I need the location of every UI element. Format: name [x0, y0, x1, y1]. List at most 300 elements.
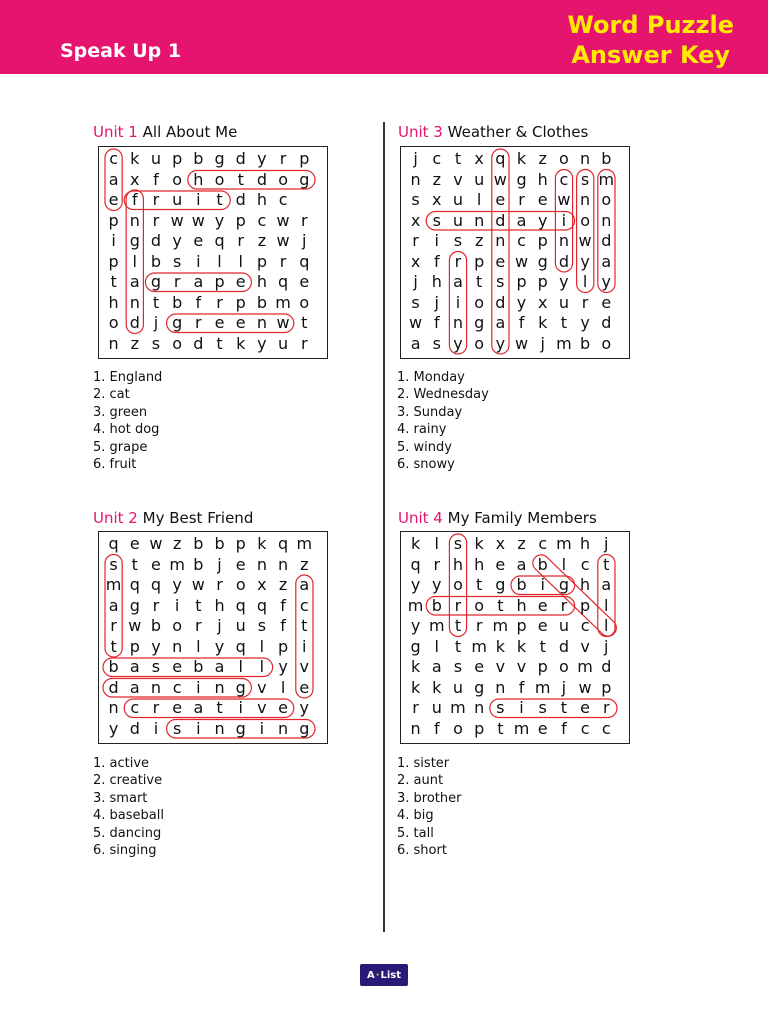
- grid-letter: x: [432, 190, 442, 210]
- grid-letter: j: [561, 677, 567, 697]
- grid-letter: p: [108, 251, 119, 271]
- grid-letter: b: [431, 595, 442, 615]
- grid-letter: r: [110, 616, 117, 636]
- grid-letter: b: [193, 554, 204, 574]
- grid-letter: i: [540, 575, 545, 595]
- answer-item: 1. Monday: [397, 370, 465, 385]
- grid-letter: a: [516, 554, 527, 574]
- grid-letter: l: [582, 272, 588, 292]
- grid-letter: o: [108, 313, 119, 333]
- grid-letter: r: [300, 210, 308, 230]
- grid-letter: m: [513, 718, 530, 738]
- grid-letter: t: [131, 554, 138, 574]
- grid-letter: y: [601, 272, 612, 292]
- grid-letter: t: [603, 554, 610, 574]
- grid-letter: d: [193, 333, 204, 353]
- grid-row: [103, 293, 315, 314]
- grid-letter: p: [235, 292, 246, 312]
- grid-letter: s: [496, 698, 505, 718]
- page-title: [567, 10, 734, 70]
- grid-letter: b: [537, 554, 548, 574]
- grid-letter: c: [580, 554, 590, 574]
- answer-list: [397, 369, 489, 473]
- grid-letter: p: [537, 272, 548, 292]
- course-name: Speak Up 1: [60, 40, 182, 62]
- unit-1-title: [93, 123, 237, 141]
- grid-letter: e: [235, 313, 246, 333]
- grid-letters: [405, 149, 617, 354]
- grid-letter: e: [235, 554, 246, 574]
- unit-label: Unit 4: [398, 509, 443, 527]
- grid-letter: a: [193, 272, 204, 292]
- grid-letter: g: [474, 313, 485, 333]
- grid-letter: h: [537, 169, 548, 189]
- grid-letter: w: [276, 210, 290, 230]
- grid-letter: e: [601, 292, 612, 312]
- grid-letter: q: [235, 595, 246, 615]
- grid-letter: x: [495, 534, 506, 554]
- grid-letter: p: [601, 677, 612, 697]
- grid-letter: h: [256, 190, 267, 210]
- grid-letter: i: [519, 698, 524, 718]
- grid-letters: [103, 534, 315, 739]
- grid-letter: h: [580, 534, 591, 554]
- grid-row: [405, 575, 617, 596]
- grid-letter: o: [453, 718, 463, 738]
- grid-letter: u: [278, 333, 289, 353]
- grid-letter: f: [131, 190, 138, 210]
- grid-letter: t: [454, 636, 462, 656]
- grid-letter: a: [129, 657, 140, 677]
- grid-letter: e: [299, 272, 310, 292]
- grid-letter: s: [151, 657, 161, 677]
- grid-letter: s: [151, 333, 161, 353]
- grid-row: [405, 170, 617, 191]
- grid-letter: l: [217, 251, 222, 271]
- grid-letter: i: [174, 595, 180, 615]
- grid-letter: s: [580, 169, 590, 189]
- answer-item: 5. grape: [93, 439, 148, 455]
- answer-item: 2. creative: [93, 773, 163, 789]
- answer-item: 4. big: [397, 808, 434, 824]
- answer-item: 4. rainy: [397, 422, 447, 438]
- grid-letter: p: [516, 272, 527, 292]
- grid-letter: a: [214, 657, 225, 677]
- grid-letter: r: [279, 251, 287, 271]
- answer-item: 1. sister: [397, 756, 450, 771]
- answer-list: [93, 755, 164, 859]
- grid-letter: c: [601, 718, 611, 738]
- grid-letters: [405, 534, 617, 739]
- grid-row: [103, 616, 315, 637]
- grid-letter: r: [173, 272, 181, 292]
- grid-letter: e: [537, 190, 548, 210]
- grid-letter: f: [433, 313, 440, 333]
- grid-letter: l: [259, 636, 265, 656]
- grid-letter: f: [433, 251, 440, 271]
- grid-letter: b: [108, 657, 119, 677]
- grid-letter: s: [257, 616, 267, 636]
- grid-letter: v: [516, 657, 527, 677]
- grid-letter: w: [276, 231, 290, 251]
- grid-letter: f: [561, 718, 567, 738]
- grid-letter: y: [257, 333, 267, 353]
- grid-letter: a: [410, 333, 421, 353]
- grid-letter: o: [474, 292, 485, 312]
- grid-letter: i: [238, 698, 243, 718]
- grid-letter: p: [256, 251, 267, 271]
- grid-letter: y: [559, 272, 569, 292]
- unit-2-title: [93, 509, 253, 527]
- grid-letter: x: [537, 292, 548, 312]
- grid-letter: c: [517, 231, 526, 251]
- grid-letter: e: [537, 595, 548, 615]
- grid-letter: a: [453, 272, 463, 292]
- grid-letter: e: [214, 313, 225, 333]
- grid-letter: u: [452, 190, 464, 210]
- grid-letter: m: [428, 616, 445, 636]
- grid-letter: q: [235, 636, 246, 656]
- grid-letter: c: [299, 595, 309, 615]
- grid-letter: m: [407, 595, 424, 615]
- grid-row: [103, 272, 315, 293]
- grid-row: [405, 293, 617, 314]
- grid-row: [103, 231, 315, 252]
- grid-letter: k: [516, 149, 527, 169]
- grid-letter: g: [537, 251, 548, 271]
- grid-letter: l: [196, 636, 201, 656]
- grid-letter: k: [130, 149, 140, 169]
- grid-letter: p: [278, 636, 289, 656]
- grid-row: [103, 678, 315, 699]
- answer-item: 6. snowy: [397, 457, 455, 473]
- grid-letter: o: [559, 657, 569, 677]
- grid-letter: o: [172, 616, 183, 636]
- grid-letter: b: [601, 149, 612, 169]
- grid-row: [103, 149, 315, 170]
- grid-letter: v: [495, 657, 506, 677]
- grid-letter: n: [150, 677, 162, 697]
- grid-letter: d: [129, 313, 140, 333]
- grid-letter: z: [172, 534, 182, 554]
- grid-letter: f: [195, 292, 202, 312]
- answer-item: 1. active: [93, 756, 150, 771]
- grid-letter: g: [299, 169, 310, 189]
- grid-letter: t: [216, 333, 223, 353]
- grid-letter: g: [558, 575, 569, 595]
- grid-letter: z: [474, 231, 484, 251]
- grid-letter: e: [495, 554, 506, 574]
- grid-letter: o: [214, 169, 225, 189]
- grid-letter: s: [172, 718, 182, 738]
- unit-label: Unit 1: [93, 123, 138, 141]
- grid-letter: l: [132, 251, 137, 271]
- grid-letter: i: [302, 636, 307, 656]
- unit-name: Weather & Clothes: [447, 123, 589, 141]
- grid-letter: r: [195, 313, 202, 333]
- grid-letter: q: [108, 534, 119, 554]
- grid-letter: g: [299, 718, 310, 738]
- grid-letter: n: [278, 554, 289, 574]
- answer-item: 3. Sunday: [397, 404, 463, 420]
- grid-letter: h: [580, 575, 591, 595]
- grid-row: [405, 334, 617, 355]
- unit-name: My Family Members: [447, 509, 597, 527]
- answer-item: 4. baseball: [93, 808, 164, 824]
- grid-letter: s: [432, 333, 441, 353]
- word-search-grid: [400, 531, 630, 744]
- grid-letter: e: [537, 718, 548, 738]
- grid-letter: d: [601, 313, 612, 333]
- grid-letter: d: [558, 636, 569, 656]
- grid-letter: l: [434, 534, 439, 554]
- grid-letter: c: [278, 190, 288, 210]
- grid-letter: t: [152, 292, 160, 312]
- grid-letter: m: [450, 698, 466, 718]
- word-search-grid: [400, 146, 630, 359]
- grid-letter: w: [409, 313, 423, 333]
- grid-letter: b: [150, 251, 162, 271]
- grid-letter: e: [495, 190, 506, 210]
- grid-letter: m: [471, 636, 487, 656]
- grid-letter: x: [130, 169, 140, 189]
- grid-letter: n: [278, 718, 289, 738]
- grid-row: [103, 555, 315, 576]
- grid-letter: g: [235, 677, 246, 697]
- grid-letter: i: [153, 718, 159, 738]
- grid-letter: e: [193, 231, 204, 251]
- grid-letter: g: [172, 313, 183, 333]
- grid-letter: a: [193, 698, 204, 718]
- grid-letter: z: [300, 554, 309, 574]
- grid-letter: m: [492, 616, 509, 636]
- grid-letter: a: [129, 677, 140, 697]
- grid-row: [103, 657, 315, 678]
- grid-letter: y: [172, 231, 182, 251]
- grid-letter: t: [216, 190, 223, 210]
- grid-letter: n: [256, 313, 267, 333]
- grid-row: [103, 252, 315, 273]
- grid-letter: b: [580, 333, 591, 353]
- unit-label: Unit 3: [398, 123, 443, 141]
- grid-letter: x: [474, 149, 484, 169]
- grid-letter: q: [150, 575, 162, 595]
- grid-letter: b: [214, 534, 225, 554]
- grid-letter: g: [214, 149, 225, 169]
- grid-letter: c: [580, 616, 590, 636]
- grid-letter: r: [560, 595, 568, 615]
- grid-letter: o: [559, 149, 569, 169]
- grid-letter: z: [538, 149, 547, 169]
- grid-letter: p: [129, 636, 140, 656]
- grid-letter: w: [557, 190, 571, 210]
- grid-letter: p: [537, 657, 548, 677]
- answer-item: 3. brother: [397, 790, 462, 806]
- grid-letter: a: [108, 169, 119, 189]
- grid-letter: r: [454, 251, 462, 271]
- grid-letter: a: [601, 251, 612, 271]
- grid-letter: e: [235, 272, 246, 292]
- grid-letter: y: [537, 210, 548, 230]
- grid-letter: q: [214, 231, 225, 251]
- grid-row: [103, 334, 315, 355]
- grid-letter: k: [516, 636, 527, 656]
- grid-letter: y: [410, 616, 421, 636]
- grid-letter: j: [302, 231, 307, 251]
- grid-letter: i: [196, 718, 201, 738]
- grid-letter: s: [432, 210, 441, 230]
- grid-letter: l: [238, 657, 243, 677]
- grid-letter: g: [516, 169, 527, 189]
- grid-letter: r: [152, 595, 160, 615]
- grid-letter: p: [516, 616, 527, 636]
- grid-letter: o: [580, 210, 590, 230]
- grid-letter: o: [601, 333, 612, 353]
- grid-letter: l: [561, 554, 567, 574]
- grid-letter: g: [129, 595, 140, 615]
- grid-row: [405, 698, 617, 719]
- answer-item: 6. short: [397, 843, 447, 859]
- grid-letter: g: [150, 272, 162, 292]
- grid-letter: c: [109, 149, 118, 169]
- grid-letter: f: [518, 313, 525, 333]
- grid-letter: n: [410, 169, 421, 189]
- grid-letter: b: [193, 657, 204, 677]
- logo-dot: ·: [375, 969, 380, 981]
- grid-letter: d: [558, 251, 569, 271]
- grid-letter: m: [534, 677, 551, 697]
- grid-letter: d: [108, 677, 119, 697]
- grid-row: [405, 272, 617, 293]
- grid-letter: h: [431, 272, 442, 292]
- grid-letter: s: [453, 534, 463, 554]
- grid-letter: d: [495, 210, 506, 230]
- grid-letter: p: [108, 210, 119, 230]
- grid-letter: o: [235, 575, 246, 595]
- grid-letter: u: [172, 190, 183, 210]
- grid-letter: r: [300, 333, 308, 353]
- answer-list: [397, 755, 461, 859]
- grid-letter: r: [581, 292, 589, 312]
- grid-letter: t: [476, 272, 483, 292]
- grid-letter: c: [538, 534, 548, 554]
- grid-letter: k: [257, 534, 267, 554]
- grid-letter: y: [214, 210, 225, 230]
- grid-letter: y: [432, 575, 442, 595]
- answer-item: 6. fruit: [93, 457, 137, 473]
- answer-item: 2. cat: [93, 387, 130, 403]
- grid-letter: t: [454, 616, 462, 636]
- grid-letter: h: [214, 595, 225, 615]
- grid-row: [103, 211, 315, 232]
- grid-letter: v: [257, 698, 267, 718]
- grid-letter: g: [495, 575, 506, 595]
- grid-letter: w: [128, 616, 142, 636]
- grid-letter: r: [216, 292, 223, 312]
- grid-letter: f: [518, 677, 525, 697]
- grid-letter: r: [152, 698, 160, 718]
- grid-letter: e: [108, 190, 119, 210]
- grid-letter: p: [580, 595, 591, 615]
- grid-letter: r: [518, 190, 525, 210]
- grid-letter: m: [577, 657, 593, 677]
- grid-letter: p: [235, 534, 246, 554]
- grid-letter: h: [452, 554, 464, 574]
- grid-letter: g: [410, 636, 421, 656]
- grid-letter: i: [196, 190, 201, 210]
- grid-letter: n: [495, 231, 506, 251]
- grid-letter: l: [259, 657, 265, 677]
- grid-letter: r: [237, 231, 244, 251]
- grid-letter: o: [474, 333, 485, 353]
- grid-letter: h: [474, 554, 485, 574]
- grid-letter: e: [495, 251, 506, 271]
- grid-letter: j: [604, 534, 609, 554]
- grid-letter: s: [411, 292, 420, 312]
- grid-letter: n: [214, 718, 225, 738]
- grid-letter: a: [129, 272, 140, 292]
- grid-letter: l: [434, 636, 439, 656]
- grid-letter: j: [413, 272, 418, 292]
- grid-letter: v: [299, 657, 310, 677]
- grid-letter: n: [474, 210, 485, 230]
- grid-letter: r: [412, 231, 419, 251]
- grid-letter: y: [453, 333, 463, 353]
- grid-letter: s: [538, 698, 547, 718]
- grid-letter: t: [110, 272, 117, 292]
- grid-letter: q: [495, 149, 506, 169]
- grid-letter: m: [169, 554, 185, 574]
- answer-item: 3. smart: [93, 790, 148, 806]
- logo-right: List: [380, 969, 402, 981]
- grid-letter: r: [475, 616, 483, 636]
- grid-row: [103, 313, 315, 334]
- grid-letter: l: [476, 190, 482, 210]
- grid-letter: u: [558, 292, 569, 312]
- grid-letter: j: [217, 554, 222, 574]
- grid-letter: n: [474, 698, 485, 718]
- grid-letter: n: [214, 677, 225, 697]
- grid-letter: y: [516, 292, 527, 312]
- answer-item: 3. green: [93, 404, 148, 420]
- grid-row: [405, 555, 617, 576]
- grid-row: [103, 719, 315, 740]
- grid-letter: h: [516, 595, 527, 615]
- grid-letter: o: [299, 292, 310, 312]
- grid-letter: t: [454, 149, 462, 169]
- grid-letter: j: [217, 616, 222, 636]
- grid-letter: w: [578, 231, 592, 251]
- grid-letter: q: [278, 272, 289, 292]
- grid-letter: q: [129, 575, 140, 595]
- grid-letter: k: [410, 657, 421, 677]
- grid-letter: d: [601, 657, 612, 677]
- grid-letter: r: [602, 698, 610, 718]
- grid-row: [405, 231, 617, 252]
- grid-letter: a: [516, 210, 527, 230]
- grid-letter: m: [275, 292, 291, 312]
- title-line-2: Answer Key: [571, 41, 731, 69]
- grid-letter: k: [410, 677, 421, 697]
- grid-letter: m: [556, 333, 572, 353]
- grid-letter: x: [410, 251, 421, 271]
- grid-letter: a: [108, 595, 119, 615]
- grid-letter: e: [151, 554, 161, 574]
- grid-letter: n: [580, 149, 591, 169]
- grid-letter: r: [152, 210, 160, 230]
- answer-item: 4. hot dog: [93, 422, 160, 438]
- grid-row: [405, 678, 617, 699]
